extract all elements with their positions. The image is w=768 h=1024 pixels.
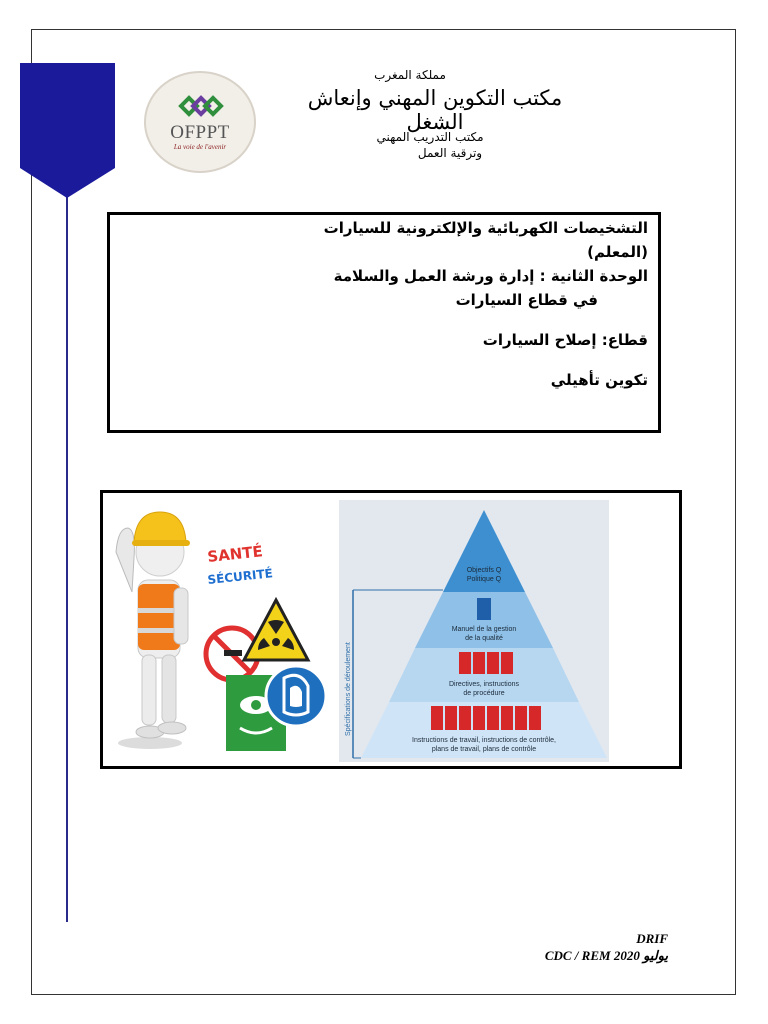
level2-text-a: Manuel de la gestion <box>451 626 517 633</box>
safety-illustration <box>108 500 333 755</box>
logo-tagline: La voie de l'avenir <box>173 143 227 151</box>
department-line-1: مكتب التدريب المهني <box>376 130 484 144</box>
level4-text-a: Instructions de travail, instructions de contrôle, <box>412 737 556 744</box>
training-type: تكوين تأهيلي <box>550 371 648 389</box>
agency-name: مكتب التكوين المهني وإنعاش الشغل <box>307 86 563 134</box>
level4-text-b: plans de travail, plans de contrôle <box>431 746 537 753</box>
side-line <box>66 190 68 922</box>
department-line-2: وترقية العمل <box>417 146 483 160</box>
securite-word: SÉCURITÉ <box>206 566 274 587</box>
side-label: Spécifications de déroulement <box>345 642 352 736</box>
sector-line: قطاع: إصلاح السيارات <box>482 331 648 349</box>
manual-book-icon <box>477 598 491 620</box>
title-line-2: (المعلم) <box>587 243 648 261</box>
title-line-1: التشخيصات الكهربائية والإلكترونية للسيارات <box>323 219 648 237</box>
level1-text-b: Politique Q <box>466 576 502 583</box>
module-line-2: في قطاع السيارات <box>455 291 598 309</box>
module-line: الوحدة الثانية : إدارة ورشة العمل والسلامة <box>333 267 648 285</box>
level2-text-b: de la qualité <box>465 635 503 642</box>
quality-pyramid <box>339 500 609 762</box>
level3-text-a: Directives, instructions <box>448 681 520 688</box>
footer-cdc-date: CDC / REM يوليو 2020 <box>544 948 668 963</box>
logo-name: OFPPT <box>170 122 230 143</box>
level3-text-b: de procédure <box>463 690 505 697</box>
pennant-banner <box>20 63 115 198</box>
title-box <box>107 212 661 433</box>
sante-word: SANTÉ <box>206 542 264 566</box>
ofppt-logo <box>143 70 257 174</box>
level1-text-a: Objectifs Q <box>466 567 502 574</box>
footer-drif: DRIF <box>636 931 668 946</box>
kingdom-label: مملكة المغرب <box>374 68 446 82</box>
